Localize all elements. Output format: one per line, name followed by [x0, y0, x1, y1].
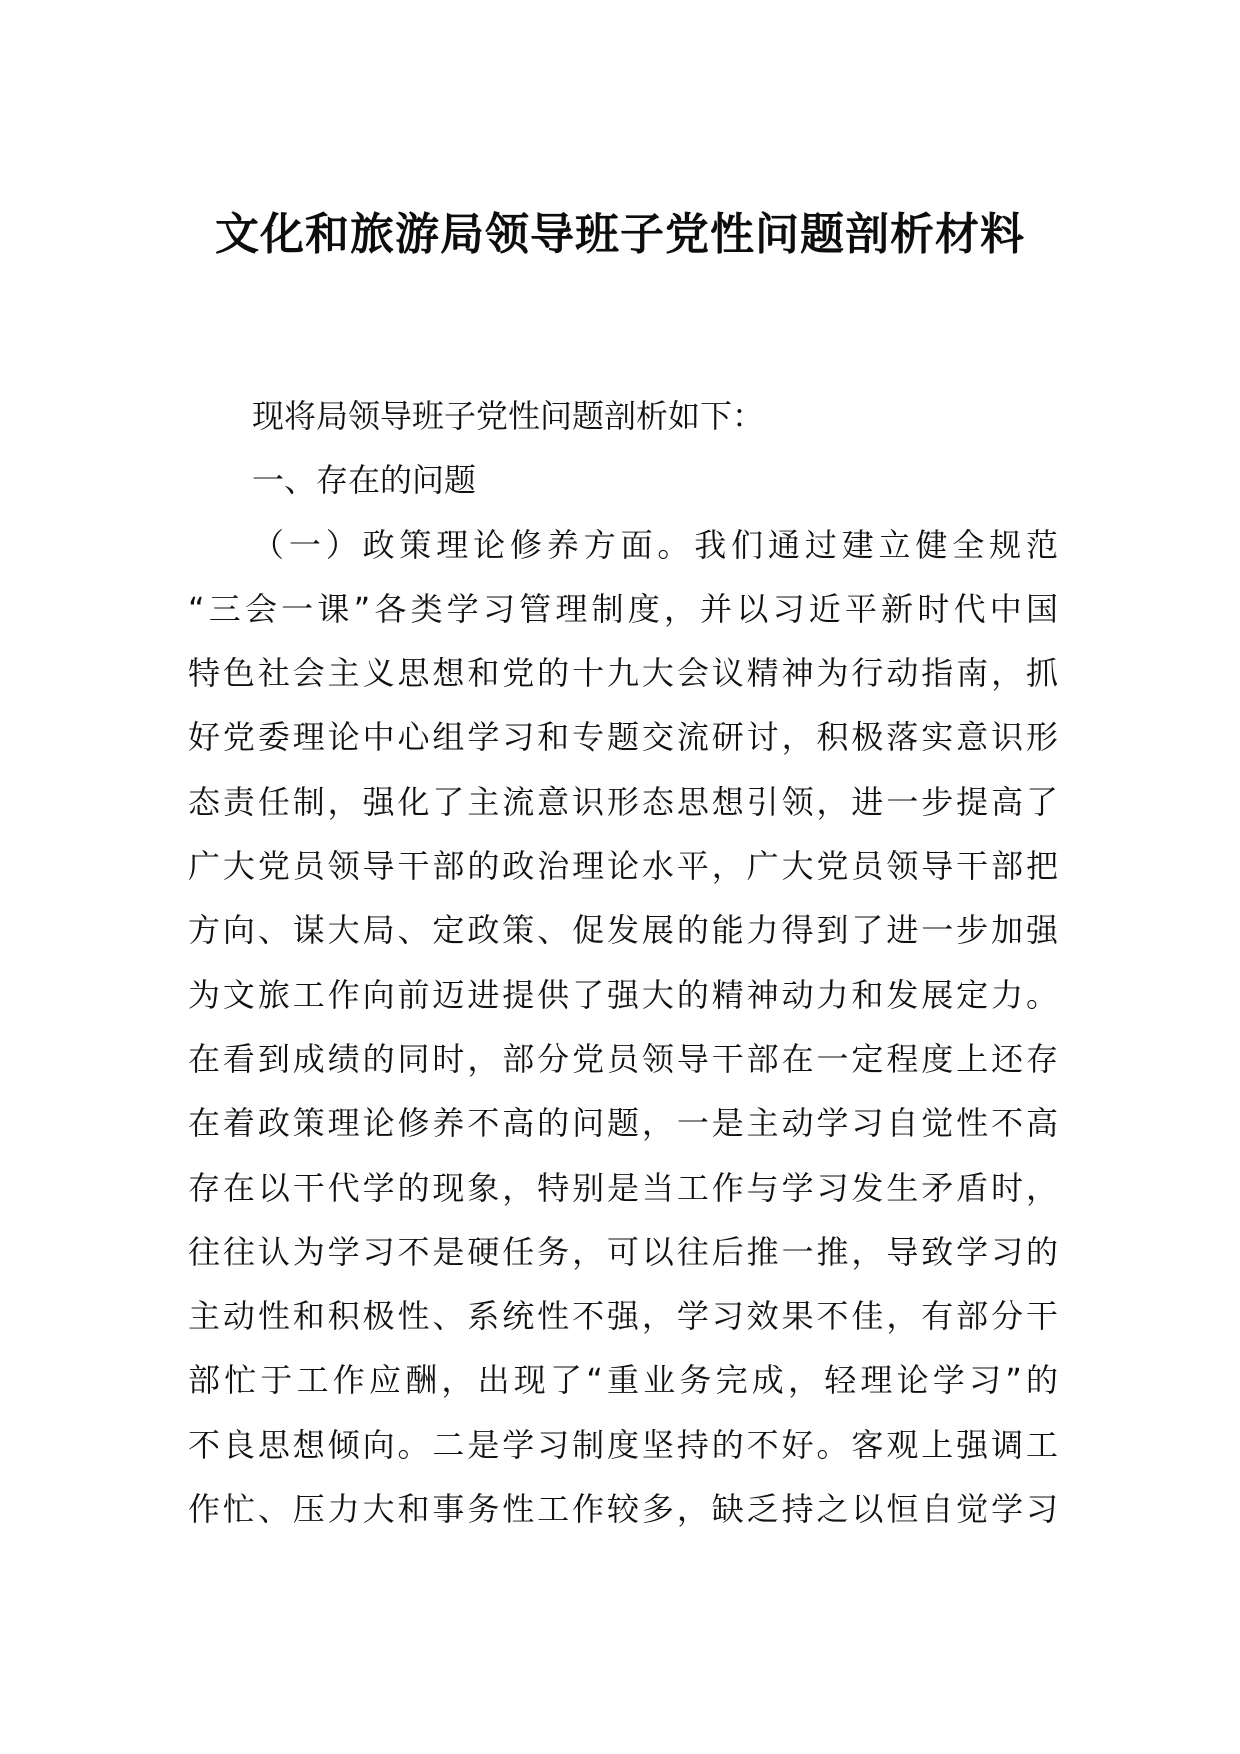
paragraph-line: 态责任制，强化了主流意识形态思想引领，进一步提高了 [188, 782, 1058, 821]
paragraph-line: （一）政策理论修养方面。我们通过建立健全规范 [252, 525, 1058, 564]
paragraph-line: 主动性和积极性、系统性不强，学习效果不佳，有部分干 [188, 1297, 1058, 1336]
document-title: 文化和旅游局领导班子党性问题剖析材料 [215, 209, 1025, 260]
paragraph-line: 在着政策理论修养不高的问题，一是主动学习自觉性不高 [188, 1104, 1058, 1143]
paragraph-line: 广大党员领导干部的政治理论水平，广大党员领导干部把 [188, 847, 1058, 886]
paragraph-line: 往往认为学习不是硬任务，可以往后推一推，导致学习的 [188, 1232, 1058, 1271]
paragraph-line: 为文旅工作向前迈进提供了强大的精神动力和发展定力。 [188, 975, 1058, 1014]
section-heading: 一、存在的问题 [252, 461, 477, 500]
document-body [188, 384, 1058, 1541]
paragraph-line: “三会一课”各类学习管理制度，并以习近平新时代中国 [188, 589, 1058, 628]
paragraph-line: 特色社会主义思想和党的十九大会议精神为行动指南，抓 [188, 654, 1058, 693]
paragraph-line: 部忙于工作应酬，出现了“重业务完成，轻理论学习”的 [188, 1361, 1058, 1400]
paragraph-line: 作忙、压力大和事务性工作较多，缺乏持之以恒自觉学习 [188, 1490, 1058, 1529]
paragraph-line: 好党委理论中心组学习和专题交流研讨，积极落实意识形 [188, 718, 1058, 757]
intro-paragraph: 现将局领导班子党性问题剖析如下： [252, 397, 765, 435]
paragraph-line: 不良思想倾向。二是学习制度坚持的不好。客观上强调工 [188, 1425, 1058, 1464]
paragraph-line: 存在以干代学的现象，特别是当工作与学习发生矛盾时， [188, 1168, 1058, 1207]
paragraph-line: 方向、谋大局、定政策、促发展的能力得到了进一步加强 [188, 911, 1058, 950]
paragraph-line: 在看到成绩的同时，部分党员领导干部在一定程度上还存 [188, 1039, 1058, 1078]
